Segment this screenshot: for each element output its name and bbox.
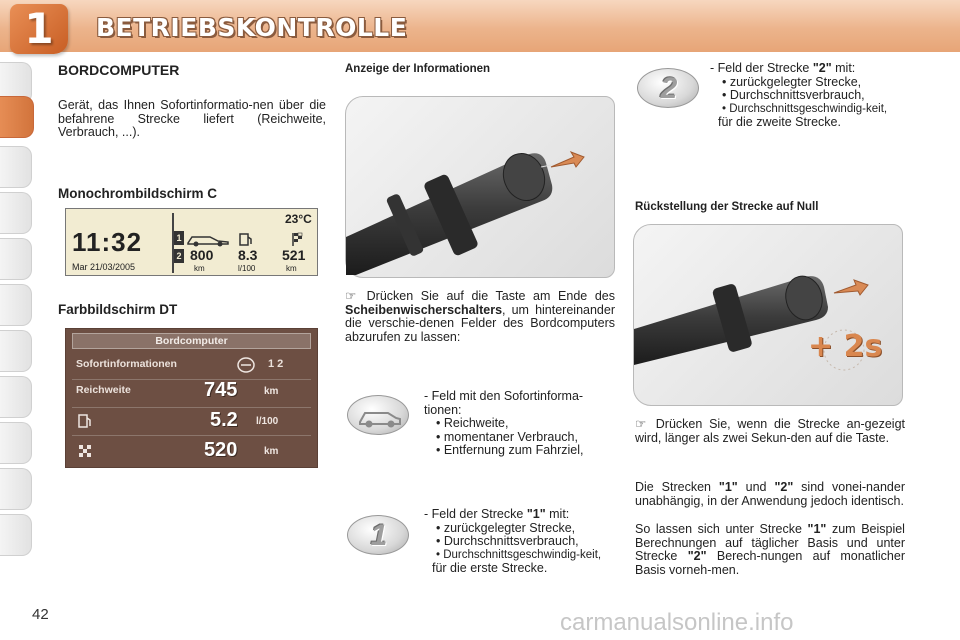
car-icon (184, 231, 232, 247)
color-row-consumption-value: 5.2 (210, 409, 238, 431)
wiper-stalk-illustration (346, 97, 616, 279)
para2-mid: zum Beispiel Berechnungen auf täglicher Basis und unter Strecke (635, 522, 905, 563)
trip-1-item-1: • zurückgelegter Strecke, (436, 520, 576, 535)
info-display-heading: Anzeige der Informationen (345, 63, 491, 75)
wiper-stalk-photo (345, 96, 615, 278)
info-instruction-text-b: , um hintereinander die verschie-denen Felder des Bordcomputers abzurufen zu lassen: (345, 302, 615, 344)
color-row-range (72, 379, 311, 403)
trip-2-closing: für die zweite Strecke. (718, 115, 841, 129)
trip-1-icon (347, 515, 409, 555)
color-row-info-label: Sofortinformationen (76, 358, 177, 370)
info-field-item-1: • Reichweite, (436, 416, 509, 430)
reset-instruction (635, 418, 905, 445)
chapter-tab-3[interactable] (0, 192, 32, 234)
page-number: 42 (32, 606, 49, 623)
reset-instruction-text: Drücken Sie, wenn die Strecke an-gezeigt wird, länger als zwei Sekun-den auf die Taste. (635, 417, 905, 445)
chapter-title: BETRIEBSKONTROLLE (96, 13, 408, 42)
color-heading: Farbbildschirm DT (58, 302, 178, 317)
trip-2-lead-post: mit: (835, 61, 856, 75)
mono-unit-3: km (286, 264, 297, 273)
trip-1-item-2: • Durchschnittsverbrauch, (436, 534, 579, 548)
color-row-distance-value: 520 (204, 439, 238, 461)
para2-bold-2: "2" (687, 549, 707, 563)
info-instruction-text-a: Drücken Sie auf die Taste am Ende des (366, 289, 615, 303)
mono-slot-1: 1 (174, 231, 184, 245)
info-field-item-3: • Entfernung zum Fahrziel, (436, 443, 584, 457)
para1-post: sind vonei-nander unabhängig, in der Anwendung jedoch identisch. (635, 480, 905, 508)
color-display-title: Bordcomputer (155, 335, 228, 347)
color-row-range-label: Reichweite (76, 384, 131, 396)
trip-2-lead (710, 62, 908, 76)
color-row-info (72, 353, 311, 377)
info-field-item-2: • momentaner Verbrauch, (436, 429, 578, 444)
press-duration-badge: + 2s (808, 329, 883, 364)
trip-2-item-2: • Durchschnittsverbrauch, (722, 88, 865, 102)
trip-2-lead-pre: - Feld der Strecke (710, 61, 810, 75)
chapter-tab-10[interactable] (0, 514, 32, 556)
mono-temperature: 23°C (285, 212, 312, 226)
chapter-tab-9[interactable] (0, 468, 32, 510)
mono-slot-2: 2 (174, 249, 184, 263)
wiper-stalk-reset-photo (633, 224, 903, 406)
mono-time: 11:32 (72, 227, 143, 257)
bordcomputer-heading: BORDCOMPUTER (58, 62, 180, 78)
para1-pre: Die Strecken (635, 480, 711, 494)
trip-2-icon (637, 68, 699, 108)
trip-1-list (424, 508, 619, 576)
finger-icon: ☞ (635, 417, 647, 431)
trip-1-lead-post: mit: (549, 507, 570, 521)
trip-2-list (710, 62, 908, 130)
trip-1-closing: für die erste Strecke. (432, 561, 548, 575)
para1-bold-2: "2" (774, 480, 794, 494)
header-divider (86, 52, 960, 55)
chapter-tab-4[interactable] (0, 238, 32, 280)
color-row-range-value: 745 (204, 379, 238, 401)
color-row-info-options: 1 2 (268, 358, 284, 370)
trip-1-lead (424, 508, 619, 522)
mono-value-2: 8.3 (238, 247, 258, 263)
color-row-distance-unit: km (264, 446, 279, 457)
chapter-tab-5[interactable] (0, 284, 32, 326)
color-row-distance (72, 439, 311, 463)
chapter-tab-7[interactable] (0, 376, 32, 418)
chapter-tab-1-active[interactable] (0, 96, 34, 138)
color-display (65, 328, 318, 468)
mono-unit-1: km (194, 264, 205, 273)
trip-2-item-3: • Durchschnittsgeschwindig-keit, (722, 102, 888, 115)
chapter-tab-6[interactable] (0, 330, 32, 372)
checkered-flag-icon (290, 231, 306, 247)
checkered-flag-icon (78, 443, 92, 459)
color-row-divider-3 (72, 435, 311, 436)
para2-bold-1: "1" (807, 522, 827, 536)
car-icon (348, 396, 410, 436)
trips-example-paragraph (635, 523, 905, 577)
para2-post: Berech-nungen auf monatlicher Basis vorneh-men. (635, 549, 905, 577)
chapter-tab-2[interactable] (0, 146, 32, 188)
mono-date: Mar 21/03/2005 (72, 262, 136, 272)
site-watermark: carmanualsonline.info (560, 609, 794, 636)
reset-heading: Rückstellung der Strecke auf Null (635, 201, 819, 213)
color-row-divider-2 (72, 407, 311, 408)
color-row-range-unit: km (264, 386, 279, 397)
para1-mid: und (745, 480, 767, 494)
info-instruction-bold: Scheibenwischerschalters (345, 302, 503, 317)
finger-icon: ☞ (345, 289, 357, 303)
chapter-number: 1 (24, 4, 54, 53)
info-instruction (345, 290, 615, 344)
fuel-pump-icon (78, 413, 92, 429)
mono-value-3: 521 (282, 247, 306, 263)
info-cycle-icon (236, 356, 256, 374)
fuel-pump-icon (238, 231, 254, 247)
color-row-consumption-unit: l/100 (256, 416, 279, 427)
mono-value-1: 800 (190, 247, 214, 263)
trip-1-icon-digit: 1 (370, 519, 388, 552)
trip-2-lead-bold: "2" (812, 61, 832, 75)
chapter-tab-rail (0, 62, 36, 578)
trips-independent-paragraph (635, 481, 905, 508)
para2-pre: So lassen sich unter Strecke (635, 522, 802, 536)
trip-2-icon-digit: 2 (660, 72, 678, 105)
color-display-titlebar (72, 333, 311, 349)
color-row-consumption (72, 409, 311, 433)
trip-1-lead-pre: - Feld der Strecke (424, 507, 524, 521)
trip-2-item-1: • zurückgelegter Strecke, (722, 74, 862, 89)
chapter-tab-8[interactable] (0, 422, 32, 464)
wiper-stalk-reset-illustration (634, 225, 904, 407)
mono-unit-2: l/100 (238, 264, 256, 273)
mono-heading: Monochrombildschirm C (58, 186, 218, 201)
para1-bold-1: "1" (718, 480, 738, 494)
info-field-list (424, 390, 619, 458)
bordcomputer-intro: Gerät, das Ihnen Sofortinformatio-nen über die befahrene Strecke liefert (Reichweite, Verbrauch, ...). (58, 98, 326, 139)
trip-1-item-3: • Durchschnittsgeschwindig-keit, (436, 548, 602, 561)
info-field-lead: - Feld mit den Sofortinforma-tionen: (424, 389, 584, 417)
monochrome-display (65, 208, 318, 276)
car-field-icon (347, 395, 409, 435)
trip-1-lead-bold: "1" (526, 507, 546, 521)
